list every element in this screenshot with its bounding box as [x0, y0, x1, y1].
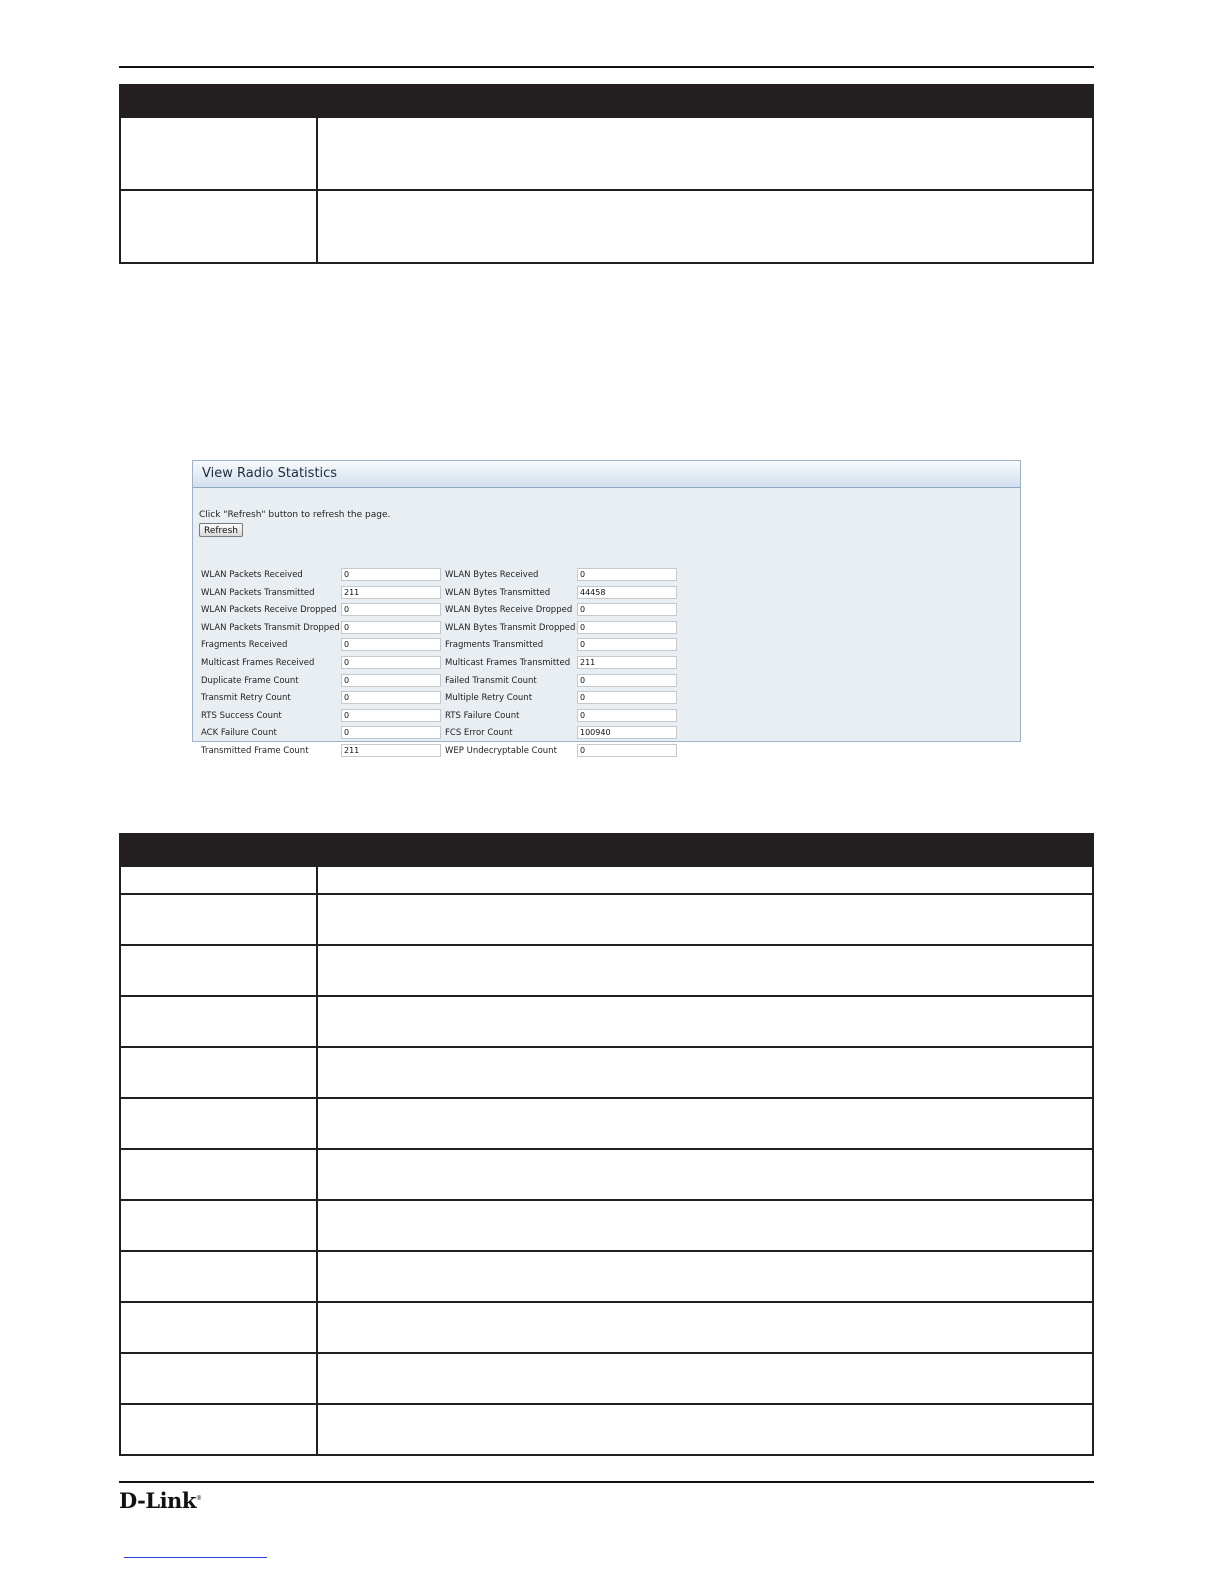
stat-value-field[interactable]: 0	[577, 691, 677, 704]
stat-row	[193, 603, 1022, 621]
stat-value-field[interactable]: 0	[341, 674, 441, 687]
table-row	[120, 1047, 1093, 1098]
footer-rule	[119, 1481, 1094, 1483]
stat-row	[193, 709, 1022, 727]
stat-value-field[interactable]: 211	[577, 656, 677, 669]
stat-row	[193, 638, 1022, 656]
table-header-row	[120, 834, 1093, 866]
stat-label: Transmit Retry Count	[201, 693, 291, 704]
stat-value-field[interactable]: 0	[341, 568, 441, 581]
description-table-top	[119, 84, 1094, 264]
stat-label: WLAN Packets Transmit Dropped	[201, 622, 340, 633]
stat-value-field[interactable]: 0	[341, 603, 441, 616]
stat-label: Multicast Frames Transmitted	[445, 658, 571, 668]
table-row	[120, 1302, 1093, 1353]
stat-value-field[interactable]: 0	[577, 568, 677, 581]
stat-row	[193, 621, 1022, 639]
panel-title: View Radio Statistics	[193, 461, 1020, 488]
table-row	[120, 1353, 1093, 1404]
stat-value-field[interactable]: 0	[577, 744, 677, 757]
table-row	[120, 1404, 1093, 1455]
table-row	[120, 190, 1093, 263]
table-header-row	[120, 85, 1093, 117]
stat-label: Multicast Frames Received	[201, 658, 315, 668]
stat-label: Multiple Retry Count	[445, 693, 533, 704]
stat-row	[193, 674, 1022, 692]
stat-value-field[interactable]: 0	[341, 621, 441, 634]
stat-label: ACK Failure Count	[201, 728, 277, 739]
stat-label: WLAN Packets Receive Dropped	[201, 605, 337, 616]
stat-value-field[interactable]: 211	[341, 586, 441, 599]
stat-value-field[interactable]: 0	[341, 691, 441, 704]
view-radio-statistics-panel	[192, 460, 1021, 756]
stat-value-field[interactable]: 44458	[577, 586, 677, 599]
stat-label: RTS Failure Count	[445, 710, 520, 721]
stat-label: Duplicate Frame Count	[201, 675, 299, 686]
stat-value-field[interactable]: 0	[341, 638, 441, 651]
table-row	[120, 945, 1093, 996]
stat-value-field[interactable]: 0	[577, 638, 677, 651]
stat-value-field[interactable]: 0	[577, 674, 677, 687]
stat-value-field[interactable]: 100940	[577, 726, 677, 739]
stat-row	[193, 656, 1022, 674]
stat-label: WLAN Packets Received	[201, 570, 303, 580]
table-row	[120, 1098, 1093, 1149]
stat-value-field[interactable]: 0	[577, 603, 677, 616]
table-row	[120, 1200, 1093, 1251]
stat-label: Transmitted Frame Count	[201, 746, 309, 756]
table-row	[120, 866, 1093, 894]
stat-row	[193, 691, 1022, 709]
stat-row	[193, 744, 1022, 762]
stat-value-field[interactable]: 0	[341, 656, 441, 669]
header-rule	[119, 66, 1094, 68]
stat-value-field[interactable]: 0	[341, 726, 441, 739]
stat-label: WLAN Bytes Transmit Dropped	[445, 622, 576, 633]
stat-label: FCS Error Count	[445, 728, 513, 739]
stat-row	[193, 726, 1022, 744]
d-link-logo: D-Link®	[119, 1488, 202, 1513]
stat-label: Fragments Transmitted	[445, 640, 544, 651]
table-row	[120, 1251, 1093, 1302]
table-row	[120, 996, 1093, 1047]
stat-label: WLAN Packets Transmitted	[201, 587, 315, 598]
stat-label: Failed Transmit Count	[445, 675, 537, 686]
stat-label: WLAN Bytes Transmitted	[445, 587, 551, 598]
stat-row	[193, 568, 1022, 586]
stat-value-field[interactable]: 0	[341, 709, 441, 722]
stat-value-field[interactable]: 0	[577, 621, 677, 634]
stat-label: Fragments Received	[201, 640, 288, 651]
description-table-bottom	[119, 833, 1094, 1456]
stat-value-field[interactable]: 211	[341, 744, 441, 757]
stat-label: RTS Success Count	[201, 710, 282, 721]
stat-row	[193, 586, 1022, 604]
refresh-hint: Click "Refresh" button to refresh the page.	[199, 510, 391, 520]
refresh-button[interactable]: Refresh	[199, 523, 243, 537]
footer-link-underline[interactable]	[124, 1557, 267, 1558]
table-row	[120, 117, 1093, 190]
stat-value-field[interactable]: 0	[577, 709, 677, 722]
table-row	[120, 1149, 1093, 1200]
stat-label: WLAN Bytes Receive Dropped	[445, 605, 573, 616]
table-row	[120, 894, 1093, 945]
stat-label: WLAN Bytes Received	[445, 570, 539, 580]
stat-label: WEP Undecryptable Count	[445, 746, 557, 756]
